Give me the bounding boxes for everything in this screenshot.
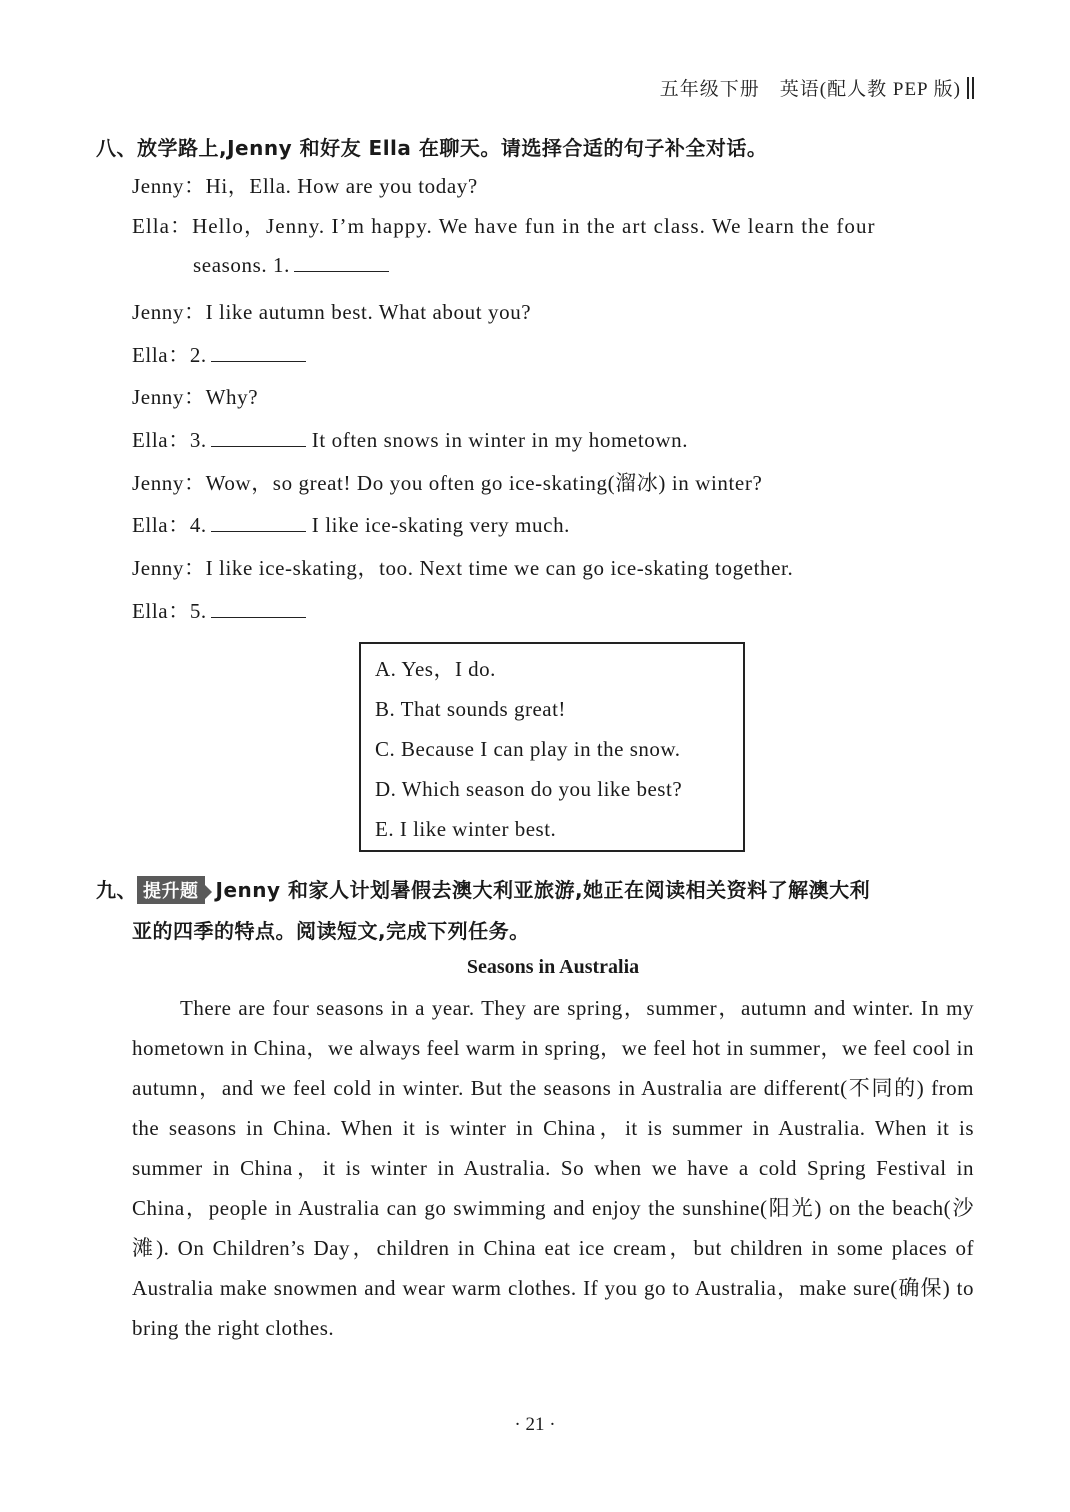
header-rule-2: [972, 77, 974, 99]
dialogue-text: Ella：2.: [132, 343, 207, 367]
answer-blank-5[interactable]: [211, 599, 306, 618]
header-text: 五年级下册 英语(配人教 PEP 版): [659, 79, 961, 100]
dialogue-text: seasons. 1.: [193, 253, 291, 277]
option-c: C. Because I can play in the snow.: [375, 737, 681, 761]
dialogue-text: Ella：4.: [132, 513, 207, 537]
dialogue-line: Jenny：Hi，Ella. How are you today?: [132, 174, 478, 198]
passage-paragraph: [132, 988, 974, 1348]
page-header: [660, 74, 974, 101]
answer-blank-1[interactable]: [294, 253, 389, 272]
dialogue-text: It often snows in winter in my hometown.: [311, 428, 689, 452]
dialogue-line-with-blank: [193, 253, 395, 278]
tag-arrow-icon: [205, 885, 212, 899]
page-number: · 21 ·: [514, 1414, 556, 1435]
section-9-title-line-1: Jenny 和家人计划暑假去澳大利亚旅游,她正在阅读相关资料了解澳大利: [215, 878, 871, 902]
dialogue-line: Jenny：I like ice-skating，too. Next time we can go ice-skating together.: [132, 556, 794, 580]
dialogue-line: Jenny：Why?: [132, 385, 259, 409]
dialogue-line-with-blank: [132, 595, 312, 625]
section-number: 九、: [96, 878, 137, 902]
dialogue-text: Ella：5.: [132, 599, 207, 623]
advanced-tag: 提升题: [137, 876, 205, 904]
answer-blank-3[interactable]: [211, 428, 306, 447]
answer-blank-2[interactable]: [211, 343, 306, 362]
dialogue-line: Jenny：Wow，so great! Do you often go ice-skating(溜冰) in winter?: [132, 471, 763, 495]
dialogue-text: Ella：3.: [132, 428, 207, 452]
dialogue-text: I like ice-skating very much.: [311, 513, 571, 537]
option-d: D. Which season do you like best?: [375, 777, 683, 801]
passage-text: There are four seasons in a year. They are spring，summer，autumn and winter. In my hometown in China，we always feel warm in spring，we feel hot in summer，we feel cool in autumn，and we feel cold in winter. But the seasons in Australia are different(不同的) from the seasons in China. When it is winter in China，it is summer in Australia. When it is summer in China，it is winter in Australia. So when we have a cold Spring Festival in China，people in Australia can go swimming and enjoy the sunshine(阳光) on the beach(沙滩). On Children’s Day，children in China eat ice cream，but children in some places of Australia make snowmen and wear warm clothes. If you go to Australia，make sure(确保) to bring the right clothes.: [132, 996, 974, 1340]
header-rule: [967, 77, 969, 99]
option-a: A. Yes，I do.: [375, 657, 496, 681]
options-box: [359, 642, 745, 852]
passage-title: Seasons in Australia: [466, 956, 640, 978]
dialogue-line: Jenny：I like autumn best. What about you?: [132, 300, 532, 324]
dialogue-line-with-blank: [132, 509, 570, 539]
option-b: B. That sounds great!: [375, 697, 566, 721]
section-9-title: [96, 874, 870, 904]
dialogue-line-with-blank: [132, 339, 312, 369]
option-e: E. I like winter best.: [375, 817, 557, 841]
section-8-title: 八、放学路上,Jenny 和好友 Ella 在聊天。请选择合适的句子补全对话。: [96, 136, 768, 160]
section-9-title-line-2: 亚的四季的特点。阅读短文,完成下列任务。: [132, 919, 530, 943]
dialogue-line-with-blank: [132, 424, 688, 454]
dialogue-line: Ella：Hello，Jenny. I’m happy. We have fun in the art class. We learn the four: [132, 214, 876, 238]
answer-blank-4[interactable]: [211, 513, 306, 532]
